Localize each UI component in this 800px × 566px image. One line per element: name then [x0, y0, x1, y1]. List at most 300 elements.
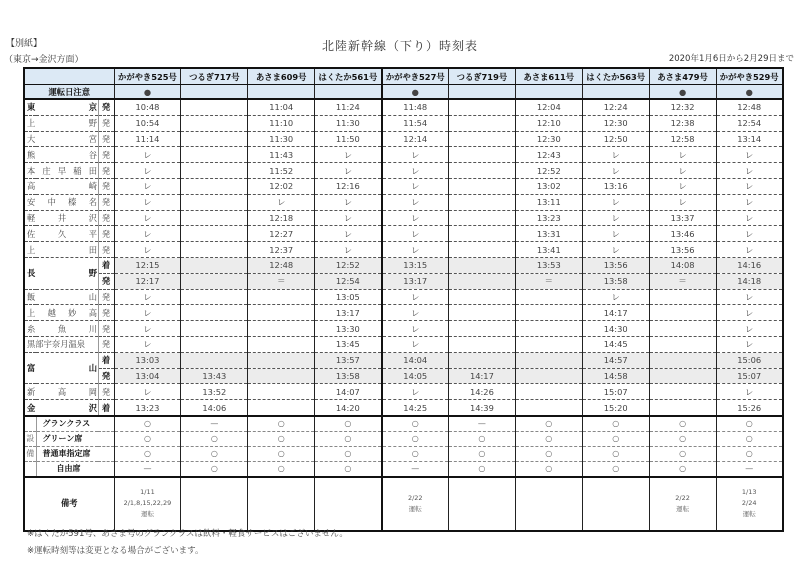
time-cell — [515, 305, 582, 321]
time-cell: ＝ — [515, 273, 582, 289]
time-cell: 15:07 — [582, 384, 649, 400]
time-cell: 12:15 — [114, 257, 181, 273]
station-char: 稲 — [73, 165, 82, 176]
station-row — [24, 210, 783, 226]
remarks-line: 運転 — [742, 510, 756, 519]
time-cell: 12:10 — [515, 115, 582, 131]
time-cell: レ — [315, 242, 382, 258]
time-cell — [181, 163, 248, 179]
equipment-value: ○ — [315, 431, 382, 446]
station-row — [24, 289, 783, 305]
service-note-mark: ● — [649, 85, 716, 100]
time-cell: 11:10 — [248, 115, 315, 131]
station-row — [24, 321, 783, 337]
station-row — [24, 352, 783, 368]
station-char: 井 — [57, 212, 67, 223]
time-cell — [181, 115, 248, 131]
time-cell — [181, 226, 248, 242]
time-cell: レ — [649, 147, 716, 163]
footnote-2: ※運転時刻等は変更となる場合がございます。 — [27, 546, 204, 556]
station-row — [24, 400, 783, 416]
equipment-row — [24, 431, 783, 446]
equipment-value: ○ — [248, 416, 315, 432]
equipment-label: グランクラス — [36, 416, 114, 432]
time-cell: ＝ — [649, 273, 716, 289]
arrive-depart-kind: 発 — [98, 321, 114, 337]
station-name — [24, 400, 98, 416]
service-note-mark — [248, 85, 315, 100]
station-row — [24, 194, 783, 210]
time-cell: 11:48 — [382, 99, 449, 115]
station-char: 軽 — [27, 212, 36, 223]
station-char: 大 — [27, 133, 36, 144]
station-row — [24, 242, 783, 258]
station-char: 魚 — [57, 323, 67, 334]
time-cell: 11:30 — [248, 131, 315, 147]
time-cell: 13:37 — [649, 210, 716, 226]
time-cell — [448, 178, 515, 194]
time-cell: 12:58 — [649, 131, 716, 147]
equipment-value: ○ — [114, 446, 181, 461]
time-cell: レ — [114, 210, 181, 226]
time-cell: 13:56 — [649, 242, 716, 258]
attachment-label: 【別紙】 — [6, 39, 43, 49]
station-char: 野 — [88, 118, 97, 129]
time-cell: レ — [382, 289, 449, 305]
equipment-value: ○ — [649, 431, 716, 446]
time-cell: レ — [716, 336, 783, 352]
time-cell: 12:48 — [716, 99, 783, 115]
time-cell — [181, 210, 248, 226]
station-row — [24, 131, 783, 147]
direction-label: （東京→金沢方面） — [4, 55, 84, 65]
station-name-chars — [27, 117, 97, 129]
time-cell — [649, 289, 716, 305]
time-cell: 14:07 — [315, 384, 382, 400]
time-cell — [515, 336, 582, 352]
time-cell: 12:30 — [582, 115, 649, 131]
arrive-depart-kind: 発 — [98, 226, 114, 242]
station-name-chars — [27, 307, 97, 319]
station-char: 名 — [88, 197, 97, 208]
time-cell: 13:45 — [315, 336, 382, 352]
station-char: 上 — [27, 118, 36, 129]
service-note-mark — [515, 85, 582, 100]
station-name — [24, 305, 98, 321]
station-name-chars — [27, 149, 97, 161]
station-name-chars — [27, 101, 97, 113]
time-cell: レ — [716, 147, 783, 163]
station-char: 崎 — [88, 181, 97, 192]
station-char: 宮 — [88, 133, 97, 144]
time-cell: 12:24 — [582, 99, 649, 115]
station-name-chars — [27, 386, 97, 398]
time-cell: 14:57 — [582, 352, 649, 368]
station-name — [24, 115, 98, 131]
time-cell: レ — [382, 384, 449, 400]
service-note-mark — [315, 85, 382, 100]
time-cell — [248, 384, 315, 400]
arrive-depart-kind: 発 — [98, 99, 114, 115]
station-row — [24, 115, 783, 131]
equipment-value: — — [382, 461, 449, 477]
time-cell — [181, 242, 248, 258]
time-cell: 12:50 — [582, 131, 649, 147]
time-cell: レ — [382, 178, 449, 194]
equipment-label: グリーン席 — [36, 431, 114, 446]
remarks-line: 運転 — [140, 510, 154, 519]
station-char: 上 — [27, 244, 36, 255]
station-name — [24, 99, 98, 115]
time-cell: 15:06 — [716, 352, 783, 368]
time-cell: 13:15 — [382, 257, 449, 273]
station-name — [24, 257, 98, 289]
time-cell: 11:54 — [382, 115, 449, 131]
station-char: 高 — [88, 307, 97, 318]
equipment-value: ○ — [716, 446, 783, 461]
page-title: 北陸新幹線（下り）時刻表 — [321, 39, 478, 53]
remarks-cell — [582, 477, 649, 531]
station-name — [24, 194, 98, 210]
footnote-1: ※はくたか591号、あさま号のグランクラスは飲料・軽食サービスはございません。 — [27, 529, 348, 539]
time-cell: レ — [716, 289, 783, 305]
station-row — [24, 336, 783, 352]
remarks-line: 2/22 — [407, 493, 423, 502]
time-cell: 12:27 — [248, 226, 315, 242]
station-name-chars — [27, 291, 97, 303]
time-cell — [181, 321, 248, 337]
service-note-mark: ● — [716, 85, 783, 100]
equipment-value: — — [114, 461, 181, 477]
remarks-line: 2/1,8,15,22,29 — [123, 499, 172, 508]
remarks-line: 運転 — [408, 504, 422, 513]
station-name-chars — [27, 180, 97, 192]
time-cell — [649, 321, 716, 337]
train-name: あさま479号 — [649, 68, 716, 85]
time-cell — [448, 226, 515, 242]
time-cell — [448, 273, 515, 289]
equipment-value: ○ — [315, 446, 382, 461]
station-name — [24, 352, 98, 384]
time-cell: 11:14 — [114, 131, 181, 147]
station-char: 早 — [57, 165, 67, 176]
time-cell: 11:24 — [315, 99, 382, 115]
time-cell: 13:43 — [181, 368, 248, 384]
time-cell: レ — [382, 305, 449, 321]
equipment-value: ○ — [448, 461, 515, 477]
time-cell: 13:05 — [315, 289, 382, 305]
station-char: 田 — [88, 244, 97, 255]
time-cell: レ — [114, 289, 181, 305]
equipment-row — [24, 461, 783, 477]
time-cell — [448, 210, 515, 226]
equipment-value: ○ — [114, 416, 181, 432]
remarks-cell — [114, 477, 181, 531]
station-char: 安 — [27, 197, 36, 208]
time-cell — [448, 194, 515, 210]
time-cell: レ — [382, 147, 449, 163]
equipment-label: 自由席 — [36, 461, 114, 477]
station-char: 熊 — [27, 149, 36, 160]
time-cell: 14:45 — [582, 336, 649, 352]
time-cell — [448, 305, 515, 321]
station-char: 妙 — [68, 307, 77, 318]
equipment-value: ○ — [315, 461, 382, 477]
service-note-mark — [448, 85, 515, 100]
time-cell — [515, 400, 582, 416]
equipment-value: — — [716, 461, 783, 477]
station-name — [24, 178, 98, 194]
time-cell: 14:20 — [315, 400, 382, 416]
time-cell — [181, 336, 248, 352]
station-char: 谷 — [88, 149, 97, 160]
station-name-chars — [27, 228, 97, 240]
station-name-chars — [27, 244, 97, 256]
time-cell: レ — [716, 305, 783, 321]
time-cell — [248, 305, 315, 321]
station-char: 平 — [88, 228, 97, 239]
time-cell — [515, 321, 582, 337]
station-char: 野 — [88, 268, 97, 279]
time-cell: レ — [114, 242, 181, 258]
time-cell: ＝ — [248, 273, 315, 289]
train-name: つるぎ719号 — [448, 68, 515, 85]
time-cell: 13:53 — [515, 257, 582, 273]
time-cell: 13:58 — [582, 273, 649, 289]
equipment-value: ○ — [448, 446, 515, 461]
time-cell — [649, 368, 716, 384]
time-cell — [181, 352, 248, 368]
remarks-line: 運転 — [676, 504, 690, 513]
arrive-depart-kind: 発 — [98, 147, 114, 163]
station-char: 上 — [27, 307, 36, 318]
station-row — [24, 368, 783, 384]
time-cell: レ — [716, 384, 783, 400]
station-char: 金 — [27, 402, 36, 413]
train-name: かがやき529号 — [716, 68, 783, 85]
time-cell: 13:11 — [515, 194, 582, 210]
time-cell: 13:23 — [114, 400, 181, 416]
remarks-cell — [448, 477, 515, 531]
station-name-chars — [27, 133, 97, 145]
time-cell: 14:17 — [582, 305, 649, 321]
time-cell: レ — [114, 336, 181, 352]
arrive-depart-kind: 着 — [98, 257, 114, 273]
station-row — [24, 273, 783, 289]
time-cell: 12:32 — [649, 99, 716, 115]
time-cell: レ — [716, 163, 783, 179]
station-row — [24, 147, 783, 163]
time-cell: レ — [315, 147, 382, 163]
train-name: かがやき527号 — [382, 68, 449, 85]
time-cell — [181, 194, 248, 210]
time-cell: レ — [382, 210, 449, 226]
time-cell — [248, 400, 315, 416]
time-cell: 12:48 — [248, 257, 315, 273]
station-name-chars — [27, 323, 97, 335]
equipment-group-spacer — [24, 461, 36, 477]
time-cell: レ — [582, 147, 649, 163]
train-header-row — [24, 68, 783, 85]
time-cell: 13:31 — [515, 226, 582, 242]
equipment-value: ○ — [114, 431, 181, 446]
equipment-value: ○ — [181, 461, 248, 477]
station-name — [24, 226, 98, 242]
time-cell: 12:52 — [315, 257, 382, 273]
arrive-depart-kind: 発 — [98, 210, 114, 226]
station-char: 越 — [47, 307, 56, 318]
time-cell: 13:52 — [181, 384, 248, 400]
equipment-row — [24, 446, 783, 461]
time-cell — [448, 352, 515, 368]
equipment-group-label: 備 — [24, 446, 36, 461]
time-cell — [649, 400, 716, 416]
arrive-depart-kind: 着 — [98, 400, 114, 416]
station-name — [24, 131, 98, 147]
remarks-line: 1/11 — [140, 488, 155, 497]
equipment-value: ○ — [649, 416, 716, 432]
equipment-value: ○ — [716, 431, 783, 446]
station-char: 田 — [88, 165, 97, 176]
time-cell — [181, 178, 248, 194]
remarks-cell — [181, 477, 248, 531]
time-cell: レ — [582, 194, 649, 210]
time-cell: 12:30 — [515, 131, 582, 147]
time-cell: 13:03 — [114, 352, 181, 368]
remarks-line: 1/13 — [741, 488, 757, 497]
station-char: 高 — [27, 181, 36, 192]
equipment-value: ○ — [382, 446, 449, 461]
time-cell: 13:17 — [382, 273, 449, 289]
time-cell: レ — [716, 242, 783, 258]
equipment-value: ○ — [582, 416, 649, 432]
time-cell: レ — [649, 178, 716, 194]
arrive-depart-kind: 発 — [98, 368, 114, 384]
time-cell: 14:16 — [716, 257, 783, 273]
time-cell: レ — [382, 321, 449, 337]
station-char: 岡 — [88, 386, 97, 397]
equipment-value: ○ — [181, 431, 248, 446]
station-char: 榛 — [68, 197, 77, 208]
station-name — [24, 384, 98, 400]
time-cell — [181, 131, 248, 147]
station-name — [24, 289, 98, 305]
time-cell: 14:25 — [382, 400, 449, 416]
time-cell: 13:46 — [649, 226, 716, 242]
arrive-depart-kind: 発 — [98, 273, 114, 289]
station-char: 京 — [88, 102, 97, 113]
remarks-row — [24, 477, 783, 531]
equipment-value: ○ — [582, 461, 649, 477]
time-cell: 12:18 — [248, 210, 315, 226]
station-row — [24, 163, 783, 179]
time-cell — [181, 273, 248, 289]
time-cell — [248, 368, 315, 384]
time-cell: 14:17 — [448, 368, 515, 384]
station-name-chars — [27, 165, 97, 177]
service-note-mark: ● — [382, 85, 449, 100]
time-cell: レ — [582, 289, 649, 305]
time-cell: レ — [382, 242, 449, 258]
time-cell: 13:23 — [515, 210, 582, 226]
equipment-value: ○ — [448, 431, 515, 446]
equipment-value: ○ — [649, 461, 716, 477]
time-cell: 14:04 — [382, 352, 449, 368]
arrive-depart-kind: 発 — [98, 384, 114, 400]
equipment-value: ○ — [382, 431, 449, 446]
time-cell: レ — [649, 194, 716, 210]
station-char: 沢 — [88, 402, 97, 413]
time-cell: 12:04 — [515, 99, 582, 115]
time-cell: 14:18 — [716, 273, 783, 289]
time-cell — [448, 336, 515, 352]
station-name — [24, 163, 98, 179]
equipment-value: ○ — [582, 446, 649, 461]
equipment-label: 普通車指定席 — [36, 446, 114, 461]
arrive-depart-kind: 発 — [98, 194, 114, 210]
time-cell: 12:38 — [649, 115, 716, 131]
time-cell: レ — [315, 194, 382, 210]
remarks-cell — [716, 477, 783, 531]
time-cell: 10:54 — [114, 115, 181, 131]
time-cell: レ — [114, 384, 181, 400]
station-char: 黒部宇奈月温泉 — [27, 339, 86, 350]
arrive-depart-kind: 発 — [98, 289, 114, 305]
time-cell — [515, 352, 582, 368]
time-cell: 14:05 — [382, 368, 449, 384]
station-name — [24, 242, 98, 258]
time-cell: 12:54 — [716, 115, 783, 131]
time-cell — [248, 321, 315, 337]
time-cell: レ — [716, 194, 783, 210]
time-cell — [448, 289, 515, 305]
time-cell — [181, 305, 248, 321]
equipment-value: ○ — [515, 461, 582, 477]
time-cell: レ — [248, 194, 315, 210]
time-cell: 12:17 — [114, 273, 181, 289]
remarks-label: 備考 — [24, 477, 114, 531]
time-cell — [448, 147, 515, 163]
station-name-chars — [27, 338, 97, 350]
station-name-chars — [27, 212, 97, 224]
time-cell: 12:54 — [315, 273, 382, 289]
time-cell: 12:43 — [515, 147, 582, 163]
time-cell: 13:57 — [315, 352, 382, 368]
time-cell — [515, 368, 582, 384]
station-name-chars — [27, 196, 97, 208]
time-cell: 10:48 — [114, 99, 181, 115]
service-note-mark: ● — [114, 85, 181, 100]
station-char: 糸 — [27, 323, 36, 334]
remarks-line: 2/24 — [741, 499, 757, 508]
time-cell: レ — [716, 178, 783, 194]
time-cell: レ — [716, 210, 783, 226]
time-cell: 15:07 — [716, 368, 783, 384]
time-cell — [181, 99, 248, 115]
arrive-depart-kind: 発 — [98, 242, 114, 258]
service-note-label: 運転日注意 — [24, 85, 114, 100]
time-cell: 14:39 — [448, 400, 515, 416]
station-char: 佐 — [27, 228, 36, 239]
timetable — [23, 67, 784, 532]
arrive-depart-kind: 発 — [98, 305, 114, 321]
time-cell: レ — [114, 178, 181, 194]
time-cell — [248, 352, 315, 368]
time-cell: 14:08 — [649, 257, 716, 273]
time-cell: 11:50 — [315, 131, 382, 147]
equipment-value: ○ — [515, 431, 582, 446]
time-cell: 12:37 — [248, 242, 315, 258]
